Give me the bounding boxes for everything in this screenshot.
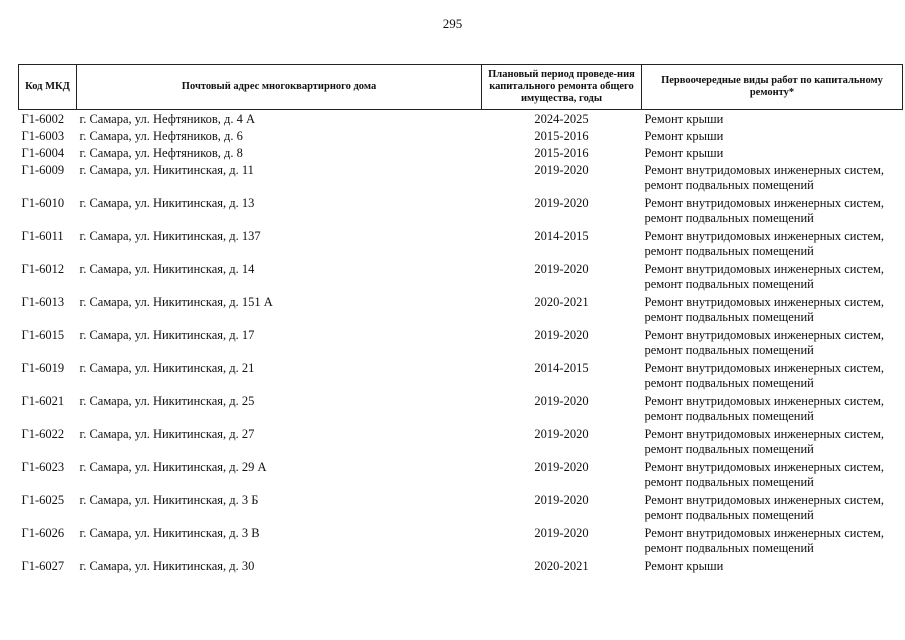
cell-works [642,525,903,558]
work-line: ремонт подвальных помещений [644,277,814,291]
cell-period: 2019-2020 [534,163,589,177]
cell-works [642,492,903,525]
cell-works [642,128,903,145]
cell-works [642,195,903,228]
work-line: Ремонт внутридомовых инженерных систем, [644,262,885,276]
table-row [19,558,903,575]
table-row [19,525,903,558]
work-line: Ремонт крыши [644,559,724,573]
cell-code: Г1-6019 [21,361,65,375]
cell-period: 2015-2016 [534,129,589,143]
work-line: ремонт подвальных помещений [644,211,814,225]
page-number: 295 [442,16,463,31]
cell-code: Г1-6013 [21,295,65,309]
work-line: ремонт подвальных помещений [644,409,814,423]
work-line: Ремонт внутридомовых инженерных систем, [644,196,885,210]
cell-period: 2019-2020 [534,328,589,342]
cell-address: г. Самара, ул. Никитинская, д. 21 [79,361,255,375]
cell-period: 2015-2016 [534,146,589,160]
cell-address: г. Самара, ул. Никитинская, д. 17 [79,328,255,342]
cell-code: Г1-6003 [21,129,65,143]
cell-code: Г1-6025 [21,493,65,507]
cell-address: г. Самара, ул. Никитинская, д. 3 В [79,526,260,540]
work-line: Ремонт внутридомовых инженерных систем, [644,328,885,342]
work-line: Ремонт внутридомовых инженерных систем, [644,361,885,375]
cell-address: г. Самара, ул. Никитинская, д. 25 [79,394,255,408]
cell-address: г. Самара, ул. Никитинская, д. 3 Б [79,493,259,507]
cell-code: Г1-6026 [21,526,65,540]
work-line: ремонт подвальных помещений [644,244,814,258]
work-line: Ремонт внутридомовых инженерных систем, [644,526,885,540]
cell-address: г. Самара, ул. Нефтяников, д. 4 А [79,112,256,126]
cell-code: Г1-6022 [21,427,65,441]
housing-repair-table [18,64,903,575]
cell-code: Г1-6009 [21,163,65,177]
work-line: ремонт подвальных помещений [644,541,814,555]
work-line: Ремонт внутридомовых инженерных систем, [644,163,885,177]
cell-period: 2014-2015 [534,361,589,375]
table-row [19,360,903,393]
cell-works [642,426,903,459]
cell-address: г. Самара, ул. Никитинская, д. 13 [79,196,255,210]
work-line: Ремонт внутридомовых инженерных систем, [644,394,885,408]
work-line: Ремонт крыши [644,146,724,160]
cell-period: 2019-2020 [534,262,589,276]
cell-code: Г1-6015 [21,328,65,342]
header-code: Код МКД [19,65,77,110]
work-line: ремонт подвальных помещений [644,178,814,192]
cell-works [642,110,903,129]
cell-works [642,145,903,162]
work-line: ремонт подвальных помещений [644,442,814,456]
work-line: Ремонт внутридомовых инженерных систем, [644,493,885,507]
cell-code: Г1-6011 [21,229,64,243]
cell-period: 2019-2020 [534,394,589,408]
work-line: Ремонт крыши [644,129,724,143]
header-address: Почтовый адрес многоквартирного дома [77,65,482,110]
cell-address: г. Самара, ул. Никитинская, д. 27 [79,427,255,441]
table-row [19,426,903,459]
table-row [19,261,903,294]
cell-period: 2020-2021 [534,295,589,309]
cell-code: Г1-6023 [21,460,65,474]
cell-works [642,162,903,195]
cell-period: 2019-2020 [534,427,589,441]
cell-address: г. Самара, ул. Никитинская, д. 11 [79,163,254,177]
cell-code: Г1-6004 [21,146,65,160]
table-row [19,459,903,492]
cell-works [642,228,903,261]
work-line: ремонт подвальных помещений [644,343,814,357]
header-period: Плановый период проведе-ния капитального ремонта общего имущества, годы [482,65,642,110]
work-line: ремонт подвальных помещений [644,310,814,324]
cell-works [642,393,903,426]
cell-works [642,459,903,492]
cell-code: Г1-6021 [21,394,65,408]
cell-works [642,360,903,393]
table-row [19,228,903,261]
cell-works [642,261,903,294]
work-line: ремонт подвальных помещений [644,508,814,522]
table-row [19,145,903,162]
cell-address: г. Самара, ул. Никитинская, д. 14 [79,262,255,276]
table-row [19,327,903,360]
table-row [19,492,903,525]
cell-address: г. Самара, ул. Никитинская, д. 137 [79,229,261,243]
cell-address: г. Самара, ул. Никитинская, д. 151 А [79,295,273,309]
work-line: Ремонт внутридомовых инженерных систем, [644,460,885,474]
cell-period: 2019-2020 [534,196,589,210]
cell-address: г. Самара, ул. Никитинская, д. 30 [79,559,255,573]
table-row [19,195,903,228]
cell-period: 2019-2020 [534,526,589,540]
cell-period: 2020-2021 [534,559,589,573]
work-line: ремонт подвальных помещений [644,475,814,489]
cell-code: Г1-6012 [21,262,65,276]
table-body [19,110,903,576]
table-row [19,393,903,426]
work-line: Ремонт внутридомовых инженерных систем, [644,427,885,441]
work-line: ремонт подвальных помещений [644,376,814,390]
cell-period: 2024-2025 [534,112,589,126]
work-line: Ремонт внутридомовых инженерных систем, [644,295,885,309]
cell-code: Г1-6027 [21,559,65,573]
cell-period: 2019-2020 [534,493,589,507]
cell-period: 2014-2015 [534,229,589,243]
cell-works [642,558,903,575]
table-row [19,128,903,145]
work-line: Ремонт крыши [644,112,724,126]
cell-address: г. Самара, ул. Нефтяников, д. 8 [79,146,243,160]
table-row [19,294,903,327]
cell-address: г. Самара, ул. Нефтяников, д. 6 [79,129,243,143]
table-header [19,65,903,110]
cell-code: Г1-6010 [21,196,65,210]
cell-period: 2019-2020 [534,460,589,474]
cell-address: г. Самара, ул. Никитинская, д. 29 А [79,460,267,474]
cell-code: Г1-6002 [21,112,65,126]
cell-works [642,327,903,360]
header-works: Первоочередные виды работ по капитальному ремонту* [642,65,903,110]
table-row [19,162,903,195]
table-row [19,110,903,129]
work-line: Ремонт внутридомовых инженерных систем, [644,229,885,243]
cell-works [642,294,903,327]
